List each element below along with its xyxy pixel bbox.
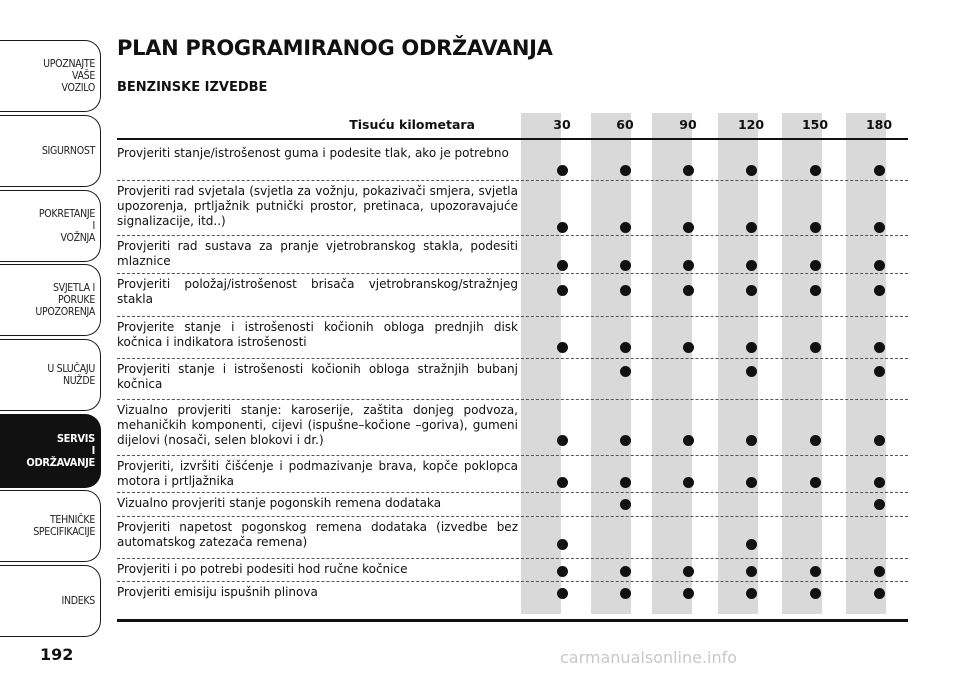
service-mark-dot (620, 366, 631, 377)
service-mark-dot (557, 342, 568, 353)
service-mark-dot (746, 260, 757, 271)
table-bottom-rule (117, 619, 908, 622)
service-mark-dot (810, 566, 821, 577)
service-mark-dot (557, 260, 568, 271)
sidebar-tab-label: POKRETANJE I VOŽNJA (38, 208, 95, 244)
service-mark-dot (683, 588, 694, 599)
service-mark-dot (746, 539, 757, 550)
km-column-header: 120 (737, 117, 765, 132)
row-separator (117, 399, 908, 400)
table-row-text: Provjeriti stanje i istrošenosti kočionih obloga stražnjih bubanj kočnica (117, 362, 518, 391)
sidebar-tab-7[interactable] (0, 490, 101, 562)
sidebar-tab-label: TEHNIČKE SPECIFIKACIJE (33, 514, 95, 538)
service-mark-dot (810, 342, 821, 353)
table-row-text: Provjeriti napetost pogonskog remena dodataka (izvedbe bez automatskog zatezača remena) (117, 520, 518, 549)
service-mark-dot (620, 260, 631, 271)
column-band (782, 113, 822, 614)
service-mark-dot (620, 435, 631, 446)
service-mark-dot (810, 165, 821, 176)
page-title: PLAN PROGRAMIRANOG ODRŽAVANJA (117, 36, 553, 60)
service-mark-dot (683, 477, 694, 488)
watermark: carmanualsonline.info (560, 648, 738, 667)
sidebar-tab-4[interactable] (0, 264, 101, 336)
service-mark-dot (620, 342, 631, 353)
service-mark-dot (874, 477, 885, 488)
service-mark-dot (746, 435, 757, 446)
service-mark-dot (874, 260, 885, 271)
service-mark-dot (557, 539, 568, 550)
row-separator (117, 455, 908, 456)
km-column-header: 180 (865, 117, 893, 132)
service-mark-dot (620, 165, 631, 176)
table-row-text: Provjeriti položaj/istrošenost brisača vjetrobranskog/stražnjeg stakla (117, 277, 518, 306)
sidebar-tab-5[interactable] (0, 339, 101, 411)
service-mark-dot (746, 477, 757, 488)
service-mark-dot (557, 165, 568, 176)
sidebar-tab-label: U SLUČAJU NUŽDE (47, 363, 95, 387)
table-row-text: Provjeriti emisiju ispušnih plinova (117, 585, 318, 599)
service-mark-dot (874, 588, 885, 599)
service-mark-dot (810, 222, 821, 233)
service-mark-dot (810, 260, 821, 271)
service-mark-dot (810, 435, 821, 446)
service-mark-dot (683, 285, 694, 296)
row-separator (117, 358, 908, 359)
column-band (591, 113, 631, 614)
row-separator (117, 558, 908, 559)
km-column-header: 30 (553, 117, 571, 132)
service-mark-dot (683, 435, 694, 446)
table-row-text: Vizualno provjeriti stanje: karoserije, zaštita donjeg podvoza, mehaničkih komponenti, cijevi (ispušne–kočione –goriva), gumeni dijelovi (nosači, selen blokovi i dr.) (117, 403, 518, 447)
column-band (521, 113, 561, 614)
sidebar-tab-1[interactable] (0, 40, 101, 112)
service-mark-dot (874, 165, 885, 176)
service-mark-dot (746, 165, 757, 176)
service-mark-dot (746, 285, 757, 296)
page-subtitle: BENZINSKE IZVEDBE (117, 80, 268, 95)
service-mark-dot (683, 260, 694, 271)
row-separator (117, 492, 908, 493)
table-row-text: Provjeriti stanje/istrošenost guma i podesite tlak, ako je potrebno (117, 146, 509, 160)
service-mark-dot (874, 285, 885, 296)
column-band (846, 113, 886, 614)
service-mark-dot (683, 342, 694, 353)
row-separator (117, 235, 908, 236)
sidebar-tab-label: SERVIS I ODRŽAVANJE (26, 432, 95, 469)
table-row-text: Provjerite stanje i istrošenosti kočionih obloga prednjih disk kočnica i indikatora istrošenosti (117, 320, 518, 349)
header-rule (117, 138, 908, 140)
sidebar-tab-3[interactable] (0, 190, 101, 262)
sidebar-tab-label: SIGURNOST (41, 145, 95, 157)
page-number: 192 (40, 645, 74, 664)
service-mark-dot (746, 342, 757, 353)
service-mark-dot (557, 222, 568, 233)
service-mark-dot (874, 222, 885, 233)
service-mark-dot (620, 566, 631, 577)
service-mark-dot (557, 285, 568, 296)
service-mark-dot (746, 566, 757, 577)
table-row-text: Provjeriti rad sustava za pranje vjetrobranskog stakla, podesiti mlaznice (117, 239, 518, 268)
sidebar-tab-label: INDEKS (61, 595, 95, 607)
km-column-header: 60 (616, 117, 634, 132)
service-mark-dot (874, 499, 885, 510)
row-separator (117, 273, 908, 274)
km-column-header: 90 (679, 117, 697, 132)
service-mark-dot (874, 366, 885, 377)
sidebar-tab-label: SVJETLA I PORUKE UPOZORENJA (35, 282, 95, 318)
row-separator (117, 180, 908, 181)
sidebar-tab-8[interactable] (0, 565, 101, 637)
service-mark-dot (874, 566, 885, 577)
table-row-text: Vizualno provjeriti stanje pogonskih remena dodataka (117, 496, 442, 510)
row-separator (117, 516, 908, 517)
service-mark-dot (683, 222, 694, 233)
column-band (652, 113, 692, 614)
service-mark-dot (620, 477, 631, 488)
service-mark-dot (620, 222, 631, 233)
km-header-label: Tisuću kilometara (349, 117, 475, 132)
service-mark-dot (557, 477, 568, 488)
km-column-header: 150 (801, 117, 829, 132)
row-separator (117, 581, 908, 582)
table-row-text: Provjeriti i po potrebi podesiti hod ručne kočnice (117, 562, 408, 576)
sidebar-tab-label: UPOZNAJTE VAŠE VOZILO (43, 58, 95, 94)
sidebar-tab-6[interactable] (0, 414, 101, 488)
service-mark-dot (746, 366, 757, 377)
service-mark-dot (810, 477, 821, 488)
table-row-text: Provjeriti, izvršiti čišćenje i podmazivanje brava, kopče poklopca motora i prtljažnika (117, 459, 518, 488)
service-mark-dot (683, 566, 694, 577)
service-mark-dot (874, 342, 885, 353)
service-mark-dot (746, 588, 757, 599)
service-mark-dot (810, 588, 821, 599)
service-mark-dot (557, 588, 568, 599)
table-row-text: Provjeriti rad svjetala (svjetla za vožnju, pokazivači smjera, svjetla upozorenja, prtljažnik putnički prostor, pretinaca, upozoravajuće signalizacije, itd..) (117, 184, 518, 228)
sidebar-tab-2[interactable] (0, 115, 101, 187)
row-separator (117, 316, 908, 317)
service-mark-dot (683, 165, 694, 176)
service-mark-dot (620, 588, 631, 599)
service-mark-dot (557, 566, 568, 577)
service-mark-dot (620, 499, 631, 510)
service-mark-dot (810, 285, 821, 296)
service-mark-dot (874, 435, 885, 446)
service-mark-dot (620, 285, 631, 296)
service-mark-dot (557, 435, 568, 446)
service-mark-dot (746, 222, 757, 233)
